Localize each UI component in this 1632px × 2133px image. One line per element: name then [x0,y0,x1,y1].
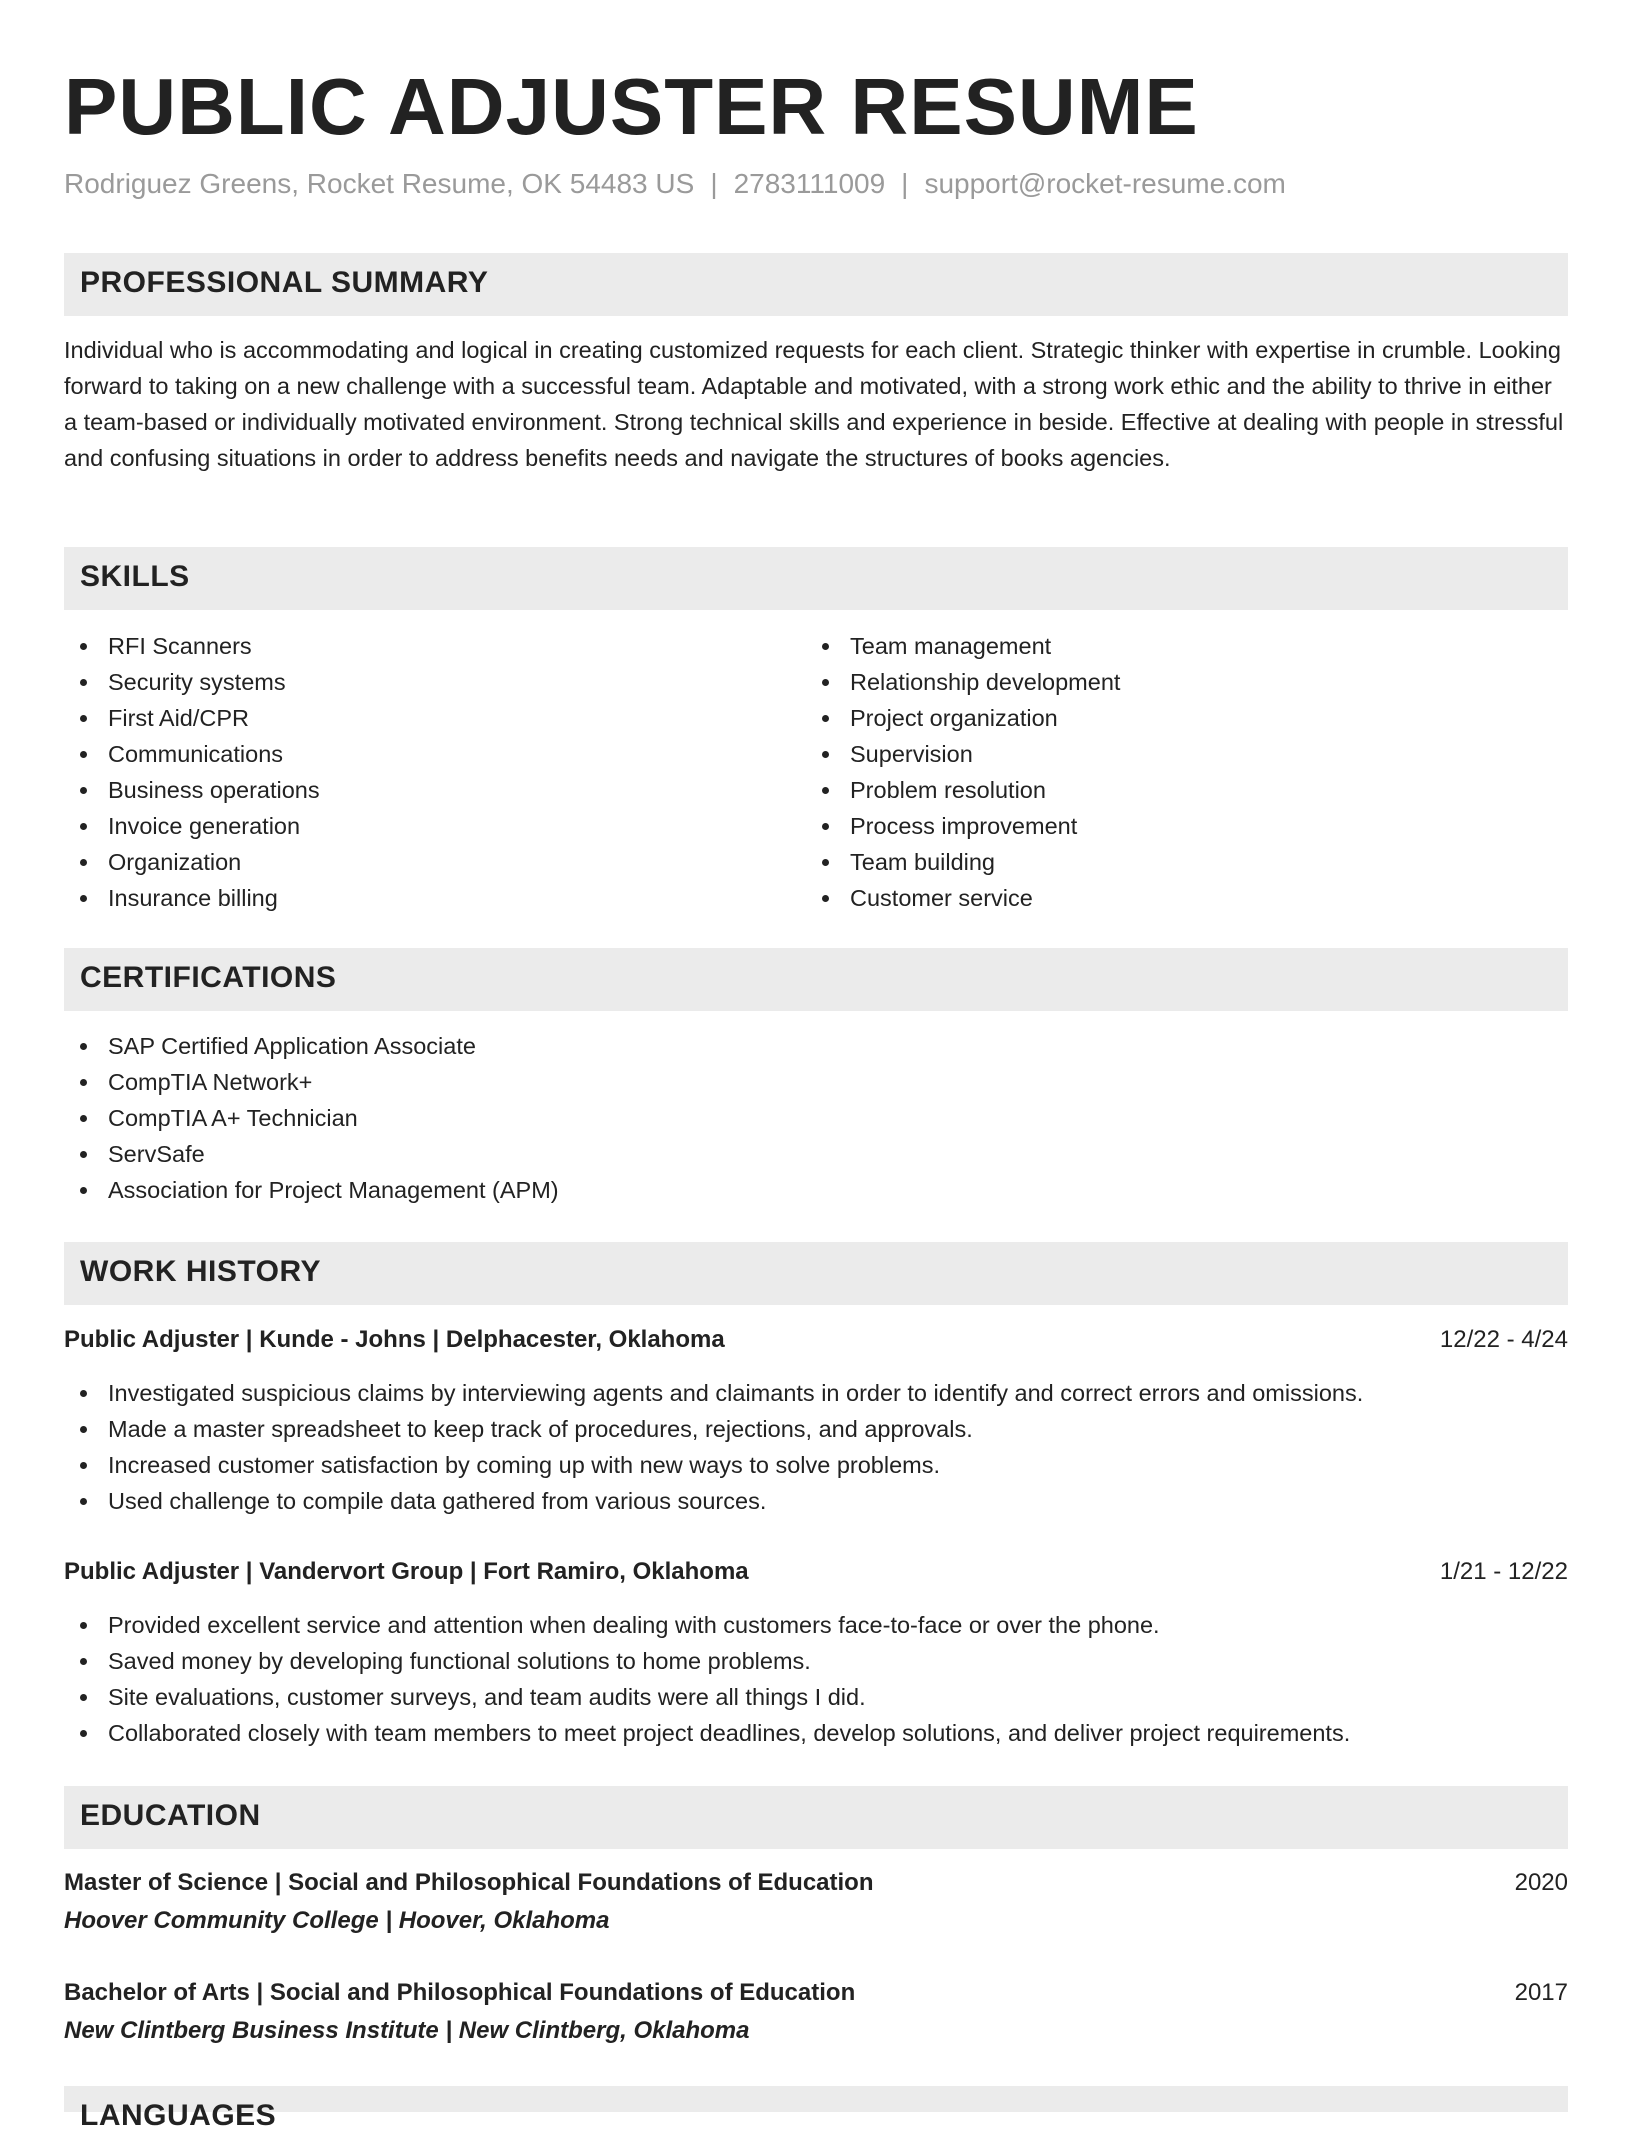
section-header-education [64,1786,1568,1849]
job-bullets [64,1607,1350,1751]
list-item: Problem resolution [806,772,1120,808]
list-item: Collaborated closely with team members to meet project deadlines, develop solutions, and deliver project requirements. [64,1715,1350,1751]
list-item: Provided excellent service and attention when dealing with customers face-to-face or over the phone. [64,1607,1350,1643]
job-title: Public Adjuster | Vandervort Group | Fort Ramiro, Oklahoma [64,1558,749,1585]
list-item: CompTIA A+ Technician [64,1100,559,1136]
contact-email: support@rocket-resume.com [924,168,1286,199]
section-header-skills [64,547,1568,610]
list-item: RFI Scanners [64,628,320,664]
list-item: Business operations [64,772,320,808]
education-school: New Clintberg Business Institute | New Clintberg, Oklahoma [64,2017,750,2044]
list-item: Security systems [64,664,320,700]
list-item: Made a master spreadsheet to keep track of procedures, rejections, and approvals. [64,1411,1363,1447]
list-item: Team building [806,844,1120,880]
section-header-work-history [64,1242,1568,1305]
education-school: Hoover Community College | Hoover, Oklahoma [64,1907,610,1934]
list-item: Increased customer satisfaction by coming up with new ways to solve problems. [64,1447,1363,1483]
list-item: SAP Certified Application Associate [64,1028,559,1064]
skills-list-right [806,628,1120,916]
list-item: Customer service [806,880,1120,916]
list-item: Site evaluations, customer surveys, and team audits were all things I did. [64,1679,1350,1715]
page-title: PUBLIC ADJUSTER RESUME [64,62,1199,151]
contact-separator: | [901,168,909,199]
list-item: Investigated suspicious claims by interviewing agents and claimants in order to identify and correct errors and omissions. [64,1375,1363,1411]
job-dates: 1/21 - 12/22 [1439,1558,1568,1585]
section-header-summary [64,253,1568,316]
list-item: Invoice generation [64,808,320,844]
list-item: Saved money by developing functional solutions to home problems. [64,1643,1350,1679]
contact-address: Rodriguez Greens, Rocket Resume, OK 54483 US [64,168,695,199]
list-item: Organization [64,844,320,880]
job-title: Public Adjuster | Kunde - Johns | Delphacester, Oklahoma [64,1326,725,1353]
education-year: 2020 [1514,1869,1568,1896]
list-item: ServSafe [64,1136,559,1172]
job-bullets [64,1375,1363,1519]
certifications-list [64,1028,559,1208]
contact-phone: 2783111009 [733,168,886,199]
section-title: LANGUAGES [80,2099,277,2132]
section-title: CERTIFICATIONS [80,961,337,994]
section-title: WORK HISTORY [80,1255,322,1288]
section-header-certifications [64,948,1568,1011]
list-item: Communications [64,736,320,772]
section-header-languages [64,2086,1568,2132]
list-item: Association for Project Management (APM) [64,1172,559,1208]
list-item: Insurance billing [64,880,320,916]
education-degree: Bachelor of Arts | Social and Philosophical Foundations of Education [64,1979,856,2006]
section-title: EDUCATION [80,1799,261,1832]
list-item: Project organization [806,700,1120,736]
list-item: Relationship development [806,664,1120,700]
contact-separator: | [710,168,718,199]
job-dates: 12/22 - 4/24 [1439,1326,1568,1353]
summary-text: Individual who is accommodating and logical in creating customized requests for each client. Strategic thinker with expertise in crumble. Looking forward to taking on a new challenge with a successful team. Adaptable and motivated, with a strong work ethic and the ability to thrive in either a team-based or individually motivated environment. Strong technical skills and experience in beside. Effective at dealing with people in stressful and confusing situations in order to address benefits needs and navigate the structures of books agencies. [64,337,1564,471]
education-year: 2017 [1514,1979,1568,2006]
list-item: Supervision [806,736,1120,772]
contact-line [64,166,1286,202]
section-title: SKILLS [80,560,190,593]
list-item: Team management [806,628,1120,664]
skills-list-left [64,628,320,916]
list-item: Used challenge to compile data gathered from various sources. [64,1483,1363,1519]
list-item: First Aid/CPR [64,700,320,736]
section-title: PROFESSIONAL SUMMARY [80,266,489,299]
list-item: Process improvement [806,808,1120,844]
education-degree: Master of Science | Social and Philosophical Foundations of Education [64,1869,874,1896]
list-item: CompTIA Network+ [64,1064,559,1100]
